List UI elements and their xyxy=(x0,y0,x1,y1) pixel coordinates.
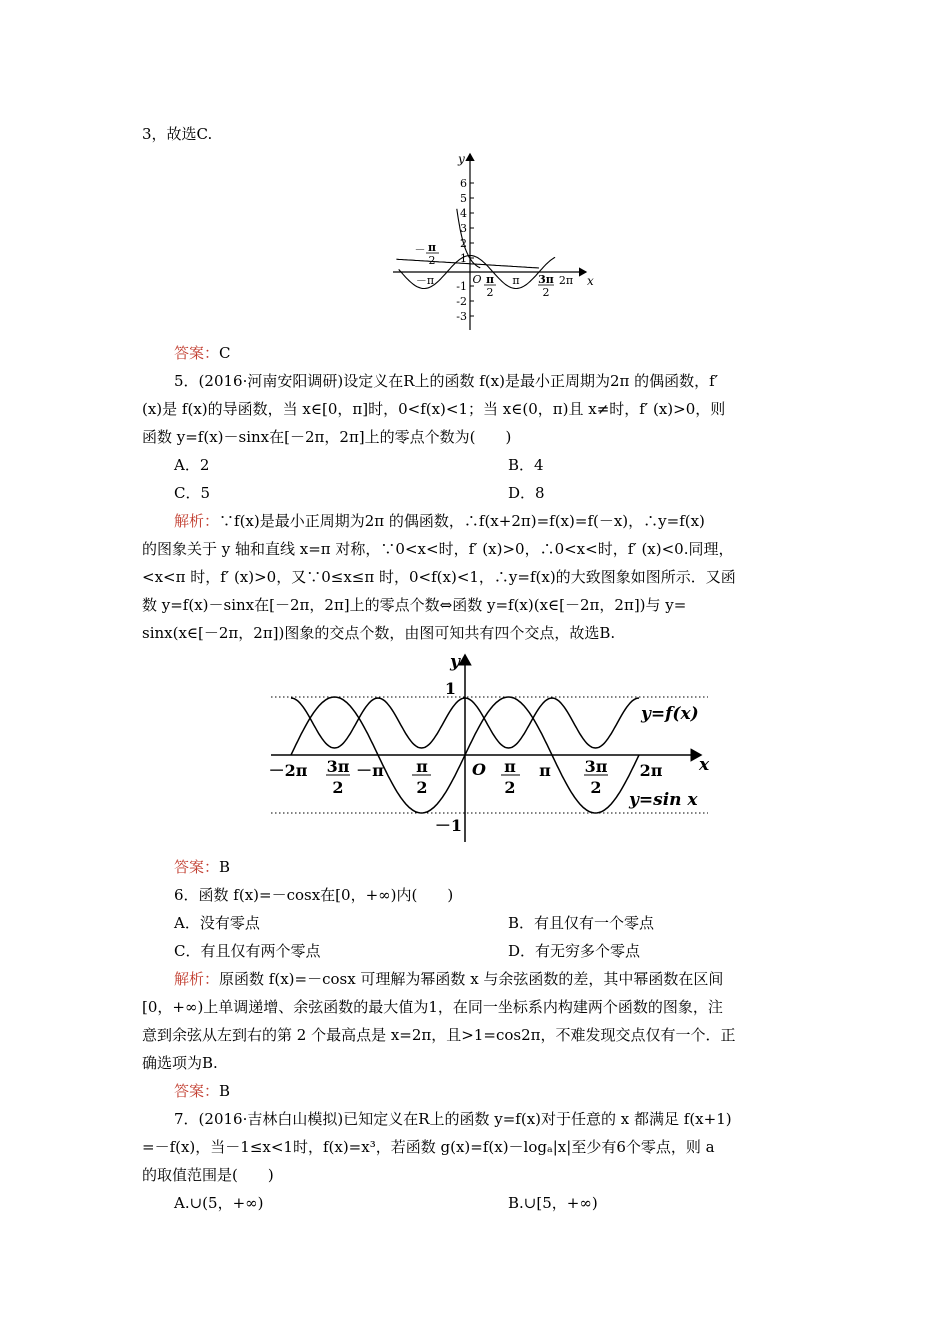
sol6-line-1: 解析：原函数 f(x)=－cosx 可理解为幂函数 x 与余弦函数的差，其中幂函数在区间 xyxy=(174,970,724,988)
svg-text:2: 2 xyxy=(460,237,467,250)
svg-text:5: 5 xyxy=(460,192,467,205)
sol5-line-2: 的图象关于 y 轴和直线 x=π 对称，∵0<x<时，f′ (x)>0，∴0<x<时，f′ (x)<0.同理， xyxy=(142,540,734,558)
graph2-label-sin: y=sin x xyxy=(629,790,698,810)
svg-text:π: π xyxy=(427,241,437,254)
answer-label: 答案： xyxy=(174,1082,220,1100)
svg-text:π: π xyxy=(416,757,428,776)
sol6-line-2: [0，+∞)上单调递增、余弦函数的最大值为1，在同一坐标系内构建两个函数的图象，注 xyxy=(142,998,723,1016)
q6-option-c: C．有且仅有两个零点 xyxy=(174,942,321,960)
sol6-line-3: 意到余弦从左到右的第 2 个最高点是 x=2π，且>1=cos2π，不难发现交点仅有一个．正 xyxy=(142,1026,736,1044)
q5-line-1: 5．(2016·河南安阳调研)设定义在R上的函数 f(x)是最小正周期为2π 的偶函数，f′ xyxy=(174,372,719,390)
svg-text:O: O xyxy=(472,273,482,286)
q7-line-2: =－f(x)，当－1≤x<1时，f(x)=x³，若函数 g(x)=f(x)－logₐ|x|至少有6个零点，则 a xyxy=(142,1138,715,1156)
q6-line-1: 6．函数 f(x)=－cosx在[0，+∞)内( ) xyxy=(174,886,454,904)
answer-5 xyxy=(174,857,230,877)
svg-text:－2π: －2π xyxy=(268,761,308,780)
answer-6 xyxy=(174,1081,230,1101)
q6-option-d: D．有无穷多个零点 xyxy=(508,942,641,960)
svg-text:4: 4 xyxy=(460,207,467,220)
graph2-y-label: y xyxy=(450,652,460,672)
solution-label: 解析： xyxy=(174,970,220,988)
svg-text:2π: 2π xyxy=(639,761,663,780)
svg-text:2: 2 xyxy=(416,778,428,797)
answer-label: 答案： xyxy=(174,344,220,362)
svg-text:－: － xyxy=(414,243,426,256)
svg-text:2: 2 xyxy=(428,254,436,267)
q6-option-b: B．有且仅有一个零点 xyxy=(508,914,655,932)
line-top: 3，故选C. xyxy=(142,125,213,143)
graph-1 xyxy=(388,150,598,330)
graph2-label-f: y=f(x) xyxy=(641,704,699,724)
sol5-line-5: sinx(x∈[－2π，2π])图象的交点个数，由图可知共有四个交点，故选B. xyxy=(142,624,616,642)
graph2-origin: O xyxy=(472,760,486,779)
graph-2 xyxy=(266,650,716,845)
solution-label: 解析： xyxy=(174,512,220,530)
svg-text:6: 6 xyxy=(460,177,467,190)
q5-option-a: A．2 xyxy=(174,456,210,474)
answer-value: B xyxy=(219,1082,231,1100)
sol6-line-4: 确选项为B. xyxy=(142,1054,218,1072)
svg-text:-3: -3 xyxy=(456,310,467,323)
svg-text:2: 2 xyxy=(332,778,344,797)
q5-option-d: D．8 xyxy=(508,484,545,502)
q7-line-1: 7．(2016·吉林白山模拟)已知定义在R上的函数 y=f(x)对于任意的 x 都满足 f(x+1) xyxy=(174,1110,732,1128)
q5-line-2: (x)是 f(x)的导函数，当 x∈[0，π]时，0<f(x)<1；当 x∈(0，π)且 x≠时，f′ (x)>0，则 xyxy=(142,400,726,418)
svg-text:π: π xyxy=(539,761,551,780)
graph2-one: 1 xyxy=(444,679,456,698)
svg-text:3π: 3π xyxy=(326,757,350,776)
answer-value: B xyxy=(219,858,231,876)
svg-text:2: 2 xyxy=(590,778,602,797)
graph1-y-label: y xyxy=(458,152,465,166)
q5-line-3: 函数 y=f(x)－sinx在[－2π，2π]上的零点个数为( ) xyxy=(142,428,512,446)
svg-text:-1: -1 xyxy=(456,280,467,293)
svg-text:－π: －π xyxy=(415,274,435,287)
q5-option-c: C．5 xyxy=(174,484,211,502)
graph2-x-label: x xyxy=(699,755,710,775)
svg-text:3π: 3π xyxy=(584,757,608,776)
q7-option-a: A.∪(5，+∞) xyxy=(174,1194,264,1212)
svg-text:3: 3 xyxy=(460,222,467,235)
svg-text:3π: 3π xyxy=(538,273,554,286)
svg-text:2: 2 xyxy=(542,286,550,299)
svg-text:2: 2 xyxy=(486,286,494,299)
sol5-line-1: 解析：∵f(x)是最小正周期为2π 的偶函数，∴f(x+2π)=f(x)=f(－x)，∴y=f(x) xyxy=(174,512,705,530)
sol5-line-3: <x<π 时，f′ (x)>0，又∵0≤x≤π 时，0<f(x)<1，∴y=f(x)的大致图象如图所示．又函 xyxy=(142,568,736,586)
q7-line-3: 的取值范围是( ) xyxy=(142,1166,274,1184)
svg-text:－π: －π xyxy=(356,761,384,780)
graph2-neg-one: －1 xyxy=(434,816,462,835)
q6-option-a: A．没有零点 xyxy=(174,914,260,932)
svg-text:π: π xyxy=(485,273,495,286)
graph1-flat-curve xyxy=(396,259,539,268)
svg-text:π: π xyxy=(512,274,520,287)
svg-text:1: 1 xyxy=(460,252,467,265)
answer-label: 答案： xyxy=(174,858,220,876)
q7-option-b: B.∪[5，+∞) xyxy=(508,1194,598,1212)
sol5-line-4: 数 y=f(x)－sinx在[－2π，2π]上的零点个数⇔函数 y=f(x)(x∈[－2π，2π])与 y= xyxy=(142,596,687,614)
answer-value: C xyxy=(219,344,231,362)
svg-text:π: π xyxy=(504,757,516,776)
answer-4 xyxy=(174,343,231,363)
q5-option-b: B．4 xyxy=(508,456,544,474)
graph1-x-label: x xyxy=(587,274,594,288)
svg-text:-2: -2 xyxy=(456,295,467,308)
svg-text:2: 2 xyxy=(504,778,516,797)
svg-text:2π: 2π xyxy=(558,274,574,287)
